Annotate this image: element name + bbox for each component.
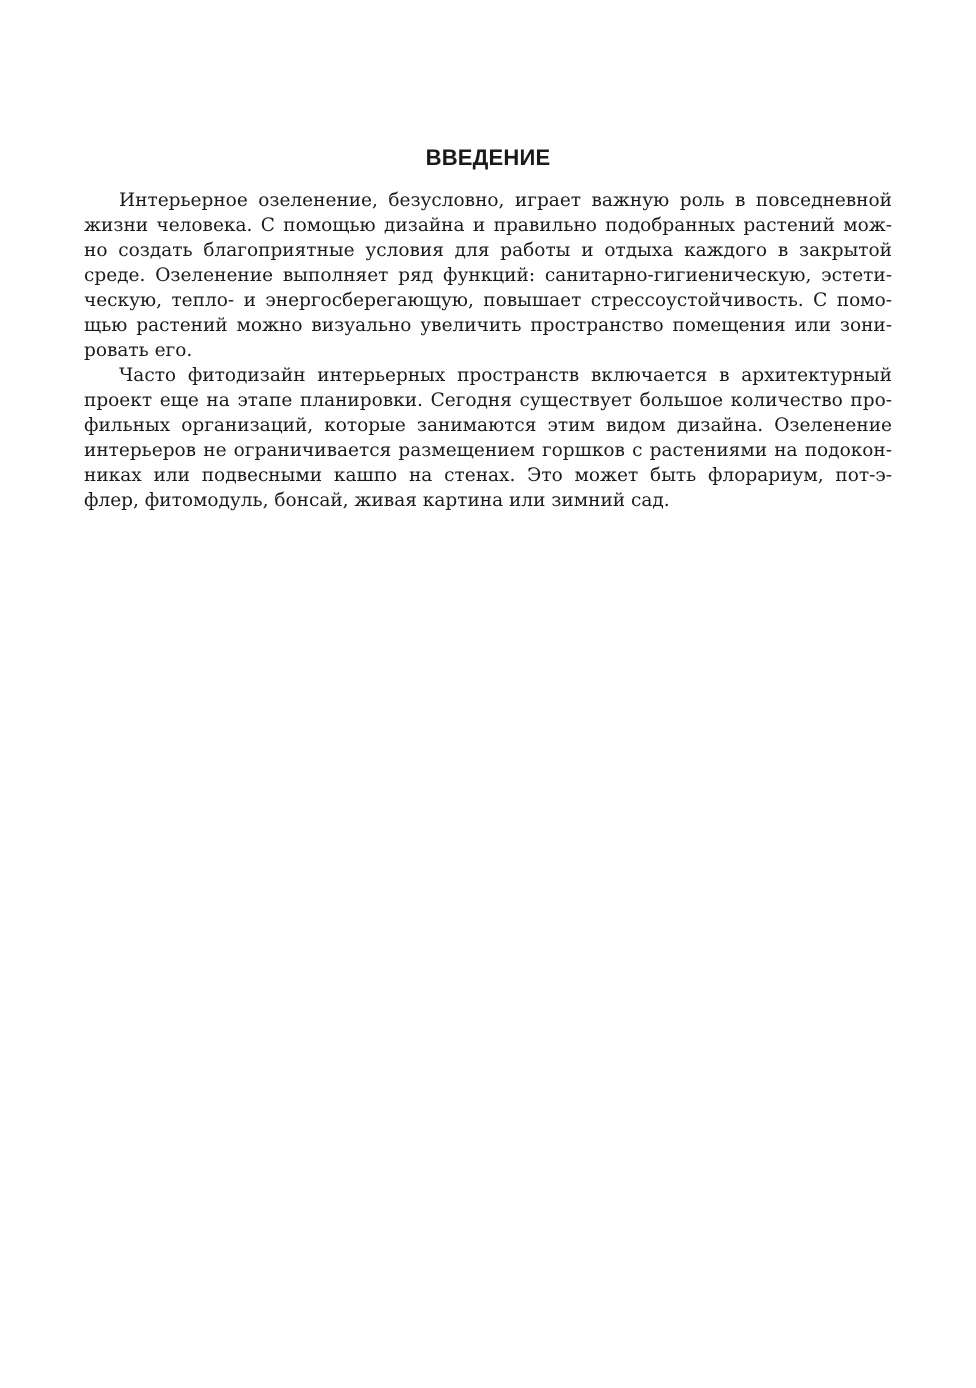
text-line: ческую, тепло- и энергосберегающую, повышает стрессоустойчивость. С помо- [84,290,892,311]
section-heading: ВВЕДЕНИЕ [425,145,551,170]
text-line: среде. Озеленение выполняет ряд функций: санитарно-гигиеническую, эстети- [84,265,892,286]
paragraph [84,188,892,363]
text-line: Часто фитодизайн интерьерных пространств включается в архитектурный [119,365,892,386]
text-line: интерьеров не ограничивается размещением горшков с растениями на подокон- [84,440,892,461]
text-line: никах или подвесными кашпо на стенах. Это может быть флорариум, пот-э- [84,465,892,486]
text-line: флер, фитомодуль, бонсай, живая картина или зимний сад. [84,490,670,511]
text-line: Интерьерное озеленение, безусловно, играет важную роль в повседневной [119,190,892,211]
text-line: но создать благоприятные условия для работы и отдыха каждого в закрытой [84,240,892,261]
text-line: щью растений можно визуально увеличить пространство помещения или зони- [84,315,892,336]
text-line: проект еще на этапе планировки. Сегодня существует большое количество про- [84,390,892,411]
body-text [84,188,892,513]
paragraph [84,363,892,513]
text-line: фильных организаций, которые занимаются этим видом дизайна. Озеленение [84,415,892,436]
text-line: жизни человека. С помощью дизайна и правильно подобранных растений мож- [84,215,892,236]
text-line: ровать его. [84,340,193,361]
